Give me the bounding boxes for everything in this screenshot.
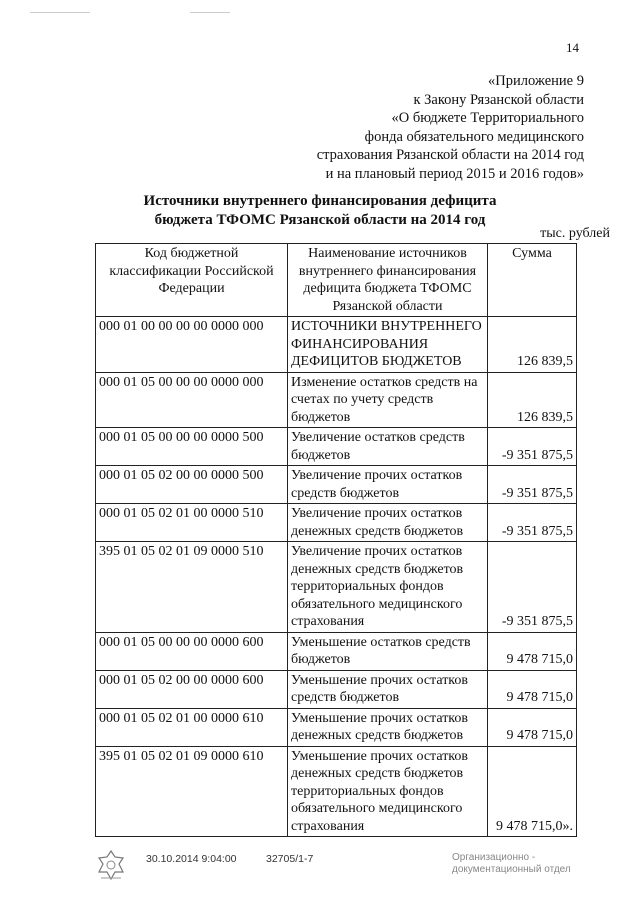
cell-code: 000 01 05 02 00 00 0000 600 — [96, 670, 288, 708]
annex-header — [317, 72, 584, 183]
cell-name: Уменьшение прочих остатков денежных средств бюджетов территориальных фондов обязательного медицинского страхования — [288, 746, 488, 837]
annex-line: страхования Рязанской области на 2014 год — [316, 147, 584, 163]
stamp-line: Организационно - — [452, 852, 536, 863]
cell-code: 000 01 05 00 00 00 0000 000 — [96, 372, 288, 428]
annex-line: «Приложение 9 — [488, 73, 584, 89]
cell-code: 000 01 05 02 01 00 0000 610 — [96, 708, 288, 746]
header-code: Код бюджетной классификации Российской Федерации — [96, 244, 288, 317]
table-row — [96, 504, 577, 542]
table-row — [96, 746, 577, 837]
department-stamp — [452, 852, 571, 876]
table-row — [96, 317, 577, 373]
cell-sum: -9 351 875,5 — [488, 428, 577, 466]
cell-sum: 9 478 715,0 — [488, 670, 577, 708]
footer-datetime: 30.10.2014 9:04:00 — [146, 853, 237, 865]
cell-name: Уменьшение прочих остатков средств бюджетов — [288, 670, 488, 708]
scan-edge-line — [190, 12, 230, 13]
cell-sum: 9 478 715,0». — [488, 746, 577, 837]
cell-sum: -9 351 875,5 — [488, 504, 577, 542]
scan-edge-line — [30, 12, 90, 13]
table-row — [96, 466, 577, 504]
cell-sum: -9 351 875,5 — [488, 466, 577, 504]
cell-sum: -9 351 875,5 — [488, 542, 577, 633]
cell-code: 000 01 05 02 00 00 0000 500 — [96, 466, 288, 504]
cell-name: Уменьшение остатков средств бюджетов — [288, 632, 488, 670]
cell-name: Уменьшение прочих остатков денежных средств бюджетов — [288, 708, 488, 746]
cell-name: Увеличение прочих остатков денежных средств бюджетов — [288, 504, 488, 542]
annex-line: «О бюджете Территориального — [391, 110, 584, 126]
units-label: тыс. рублей — [540, 226, 610, 241]
footer-doc-number: 32705/1-7 — [266, 853, 314, 865]
table-row — [96, 542, 577, 633]
financing-sources-table — [95, 243, 577, 837]
cell-sum: 126 839,5 — [488, 317, 577, 373]
cell-code: 000 01 00 00 00 00 0000 000 — [96, 317, 288, 373]
cell-code: 000 01 05 00 00 00 0000 600 — [96, 632, 288, 670]
header-sum: Сумма — [488, 244, 577, 317]
cell-sum: 9 478 715,0 — [488, 708, 577, 746]
cell-name: Увеличение прочих остатков денежных средств бюджетов территориальных фондов обязательного медицинского страхования — [288, 542, 488, 633]
table-row — [96, 428, 577, 466]
seal-emblem-icon — [93, 848, 129, 887]
table-row — [96, 632, 577, 670]
cell-code: 000 01 05 00 00 00 0000 500 — [96, 428, 288, 466]
cell-code: 395 01 05 02 01 09 0000 510 — [96, 542, 288, 633]
cell-name: ИСТОЧНИКИ ВНУТРЕННЕГО ФИНАНСИРОВАНИЯ ДЕФИЦИТОВ БЮДЖЕТОВ — [288, 317, 488, 373]
cell-name: Увеличение остатков средств бюджетов — [288, 428, 488, 466]
title-line: бюджета ТФОМС Рязанской области на 2014 год — [154, 212, 486, 228]
document-title — [100, 192, 540, 230]
header-name: Наименование источников внутреннего финансирования дефицита бюджета ТФОМС Рязанской области — [288, 244, 488, 317]
annex-line: к Закону Рязанской области — [413, 91, 584, 108]
table-header-row — [96, 244, 577, 317]
stamp-line: документационный отдел — [452, 864, 571, 875]
title-line: Источники внутреннего финансирования дефицита — [143, 193, 497, 209]
cell-name: Увеличение прочих остатков средств бюджетов — [288, 466, 488, 504]
table-row — [96, 670, 577, 708]
cell-sum: 9 478 715,0 — [488, 632, 577, 670]
cell-code: 395 01 05 02 01 09 0000 610 — [96, 746, 288, 837]
cell-code: 000 01 05 02 01 00 0000 510 — [96, 504, 288, 542]
page-number: 14 — [566, 40, 579, 55]
table-row — [96, 372, 577, 428]
table-row — [96, 708, 577, 746]
cell-name: Изменение остатков средств на счетах по учету средств бюджетов — [288, 372, 488, 428]
annex-line: и на плановый период 2015 и 2016 годов» — [325, 165, 584, 182]
annex-line: фонда обязательного медицинского — [364, 128, 584, 145]
cell-sum: 126 839,5 — [488, 372, 577, 428]
